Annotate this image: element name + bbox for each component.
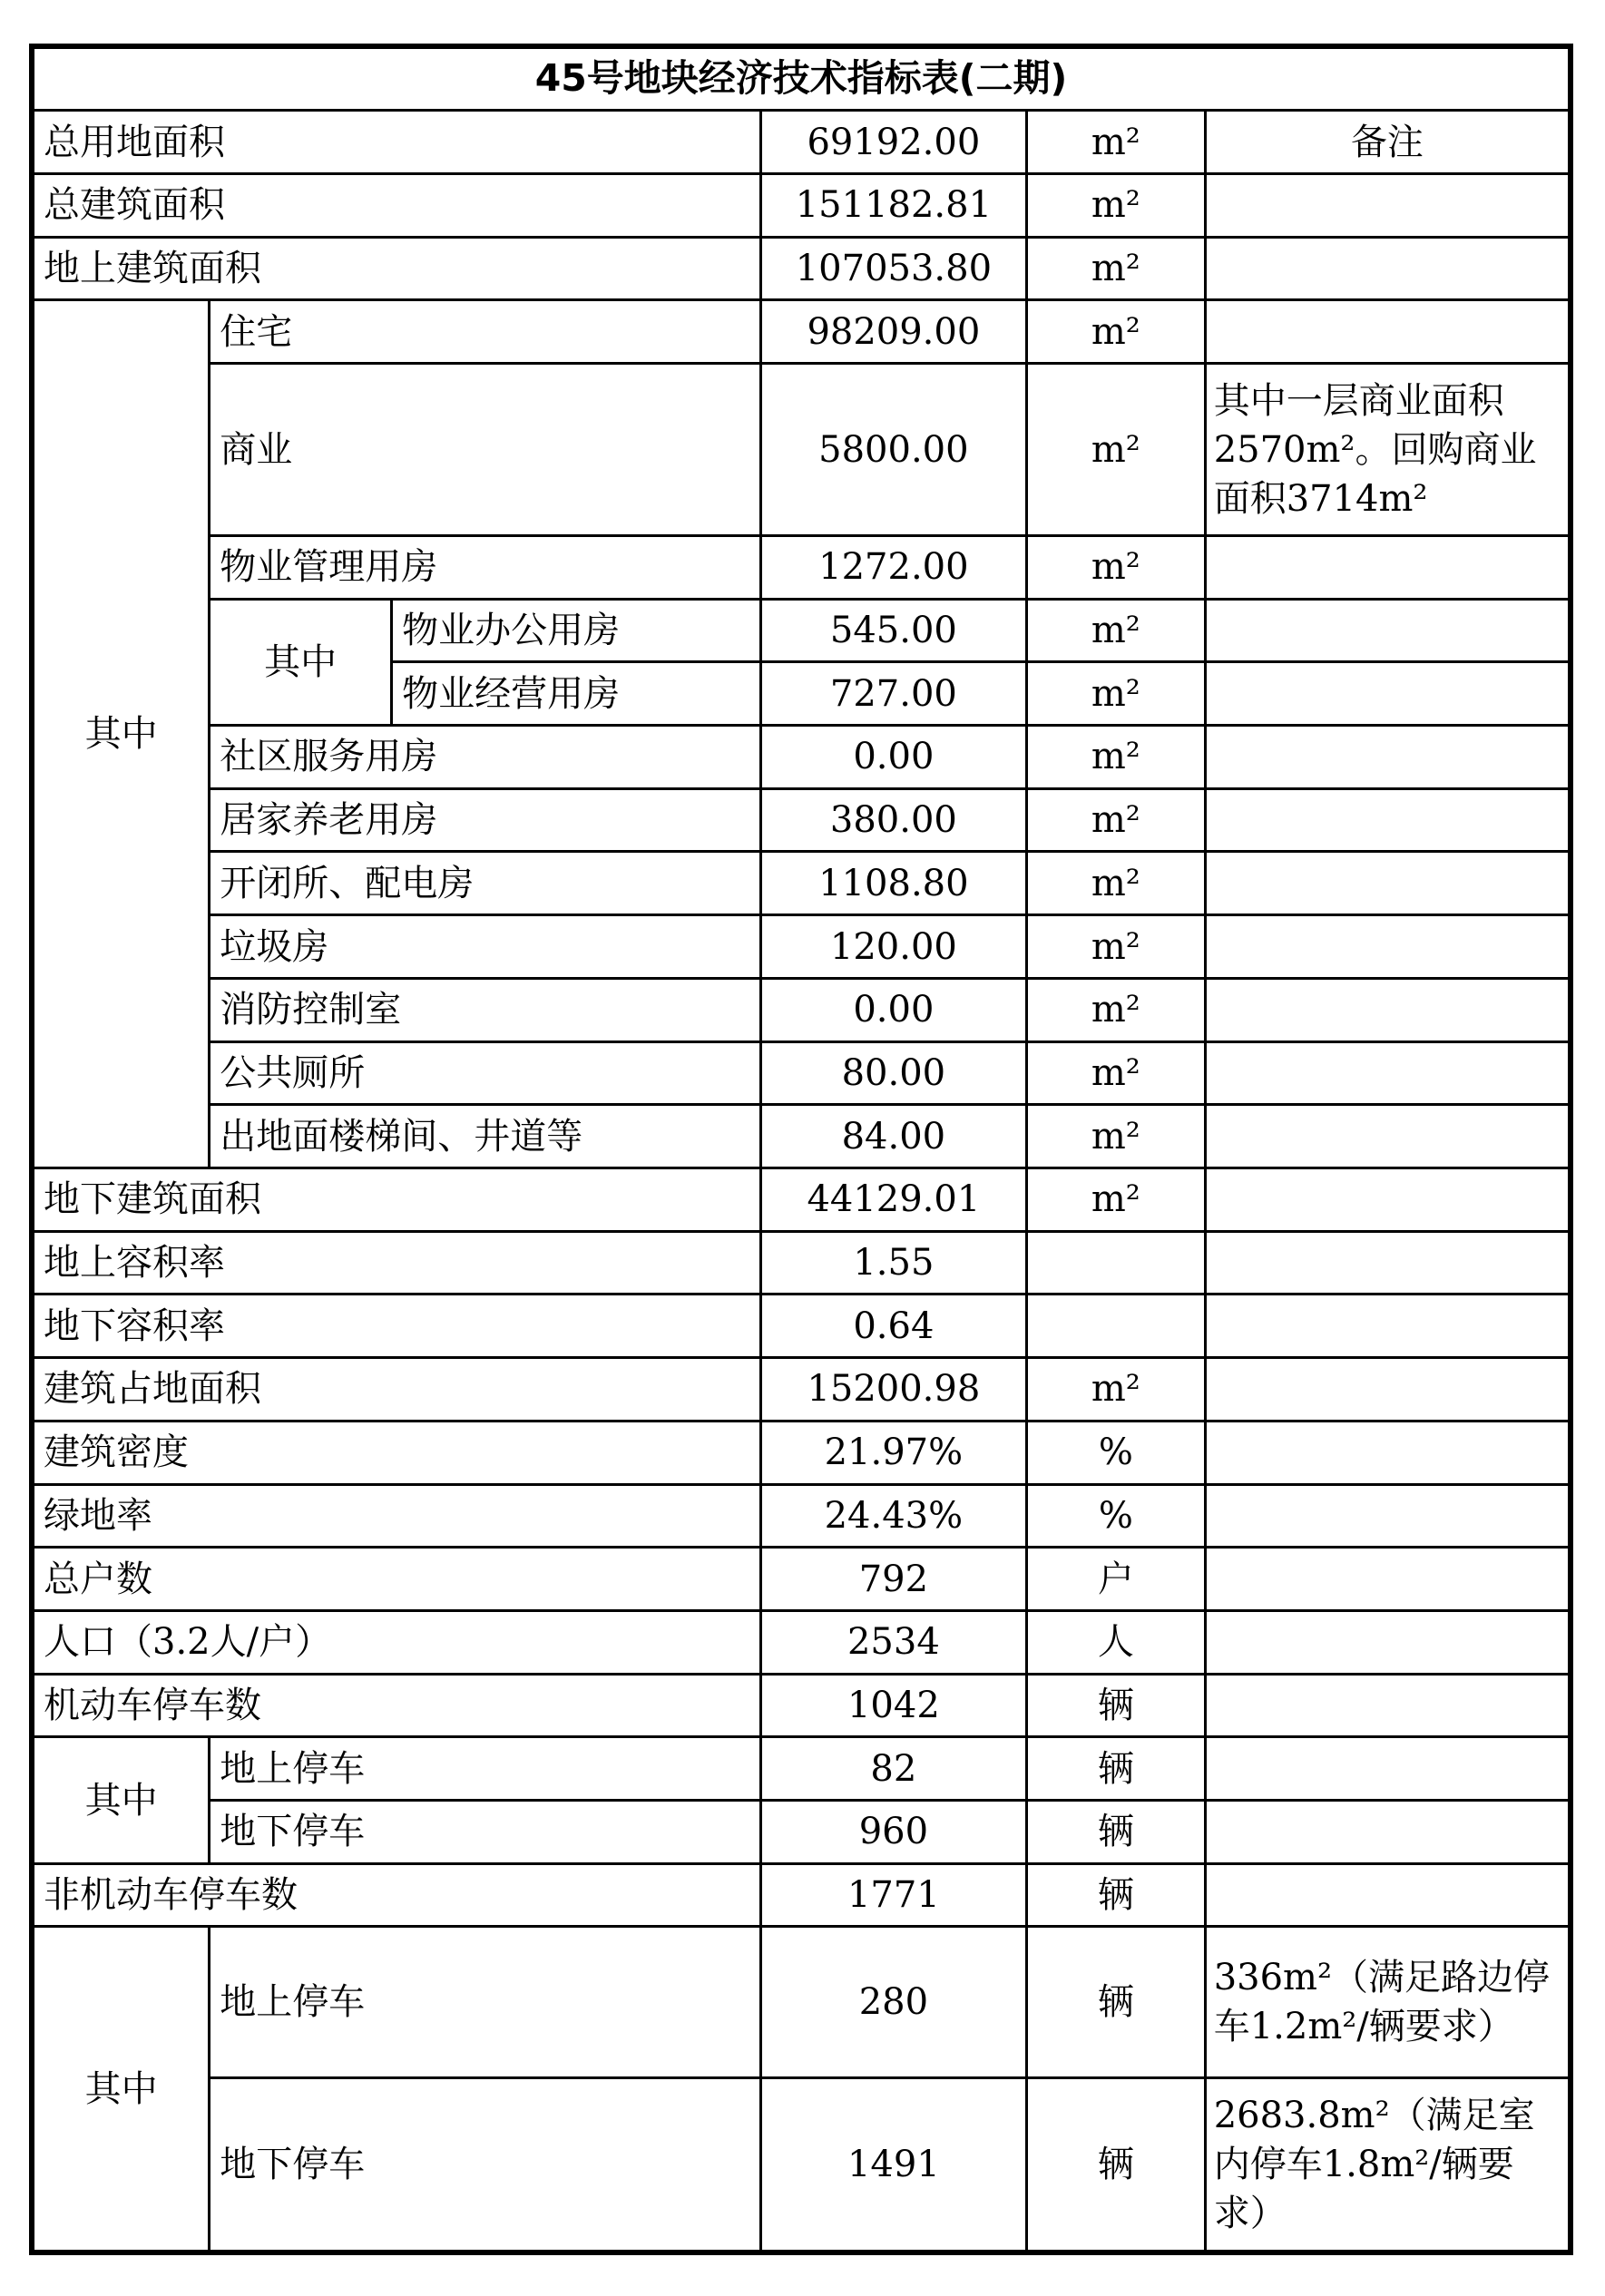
row-unit: % xyxy=(1026,1484,1205,1548)
row-unit xyxy=(1026,1295,1205,1358)
row-value: 0.00 xyxy=(760,726,1026,789)
table-row xyxy=(32,1168,1571,1232)
row-value: 1.55 xyxy=(760,1231,1026,1295)
row-label: 物业办公用房 xyxy=(392,599,761,662)
group-label: 其中 xyxy=(32,1737,210,1863)
row-unit: % xyxy=(1026,1421,1205,1484)
table-row xyxy=(32,726,1571,789)
row-value: 151182.81 xyxy=(760,173,1026,237)
row-note xyxy=(1205,978,1571,1041)
row-label: 消防控制室 xyxy=(210,978,761,1041)
row-note xyxy=(1205,1674,1571,1737)
row-unit: m² xyxy=(1026,300,1205,364)
row-note xyxy=(1205,599,1571,662)
group-label: 其中 xyxy=(32,300,210,1168)
table-title-row xyxy=(32,46,1571,111)
row-label: 物业管理用房 xyxy=(210,535,761,599)
row-unit: 辆 xyxy=(1026,2078,1205,2252)
row-note xyxy=(1205,1737,1571,1801)
row-value: 107053.80 xyxy=(760,237,1026,300)
row-label: 开闭所、配电房 xyxy=(210,852,761,915)
table-row xyxy=(32,1358,1571,1422)
row-value: 1491 xyxy=(760,2078,1026,2252)
row-unit: m² xyxy=(1026,1358,1205,1422)
row-unit: m² xyxy=(1026,111,1205,174)
row-label: 地上停车 xyxy=(210,1927,761,2078)
table-row xyxy=(32,915,1571,979)
row-unit: 户 xyxy=(1026,1548,1205,1611)
row-value: 1272.00 xyxy=(760,535,1026,599)
row-unit: m² xyxy=(1026,662,1205,726)
table-row xyxy=(32,1484,1571,1548)
row-unit: m² xyxy=(1026,978,1205,1041)
table-row xyxy=(32,1674,1571,1737)
table-row xyxy=(32,1737,1571,1801)
row-value: 1108.80 xyxy=(760,852,1026,915)
row-value: 280 xyxy=(760,1927,1026,2078)
row-note xyxy=(1205,1358,1571,1422)
row-note xyxy=(1205,1041,1571,1105)
row-label: 地上停车 xyxy=(210,1737,761,1801)
row-unit: m² xyxy=(1026,726,1205,789)
row-note xyxy=(1205,300,1571,364)
row-label: 非机动车停车数 xyxy=(32,1863,760,1927)
row-value: 545.00 xyxy=(760,599,1026,662)
table-row xyxy=(32,1548,1571,1611)
table-row xyxy=(32,1927,1571,2078)
row-label: 住宅 xyxy=(210,300,761,364)
row-note xyxy=(1205,788,1571,852)
row-note xyxy=(1205,173,1571,237)
row-note xyxy=(1205,1484,1571,1548)
row-note xyxy=(1205,1168,1571,1232)
row-value: 98209.00 xyxy=(760,300,1026,364)
note-header: 备注 xyxy=(1205,111,1571,174)
row-note xyxy=(1205,1863,1571,1927)
row-value: 82 xyxy=(760,1737,1026,1801)
row-value: 84.00 xyxy=(760,1105,1026,1168)
row-label: 总户数 xyxy=(32,1548,760,1611)
row-note xyxy=(1205,237,1571,300)
row-label: 地上容积率 xyxy=(32,1231,760,1295)
table-row xyxy=(32,237,1571,300)
row-value: 960 xyxy=(760,1801,1026,1864)
table-row xyxy=(32,1041,1571,1105)
row-label: 物业经营用房 xyxy=(392,662,761,726)
row-label: 公共厕所 xyxy=(210,1041,761,1105)
row-note xyxy=(1205,852,1571,915)
group-label: 其中 xyxy=(32,1927,210,2252)
row-value: 44129.01 xyxy=(760,1168,1026,1232)
row-value: 5800.00 xyxy=(760,364,1026,536)
row-unit: m² xyxy=(1026,852,1205,915)
table-row xyxy=(32,1105,1571,1168)
table-row xyxy=(32,1295,1571,1358)
indicator-table xyxy=(29,44,1573,2255)
row-unit: m² xyxy=(1026,915,1205,979)
row-label: 垃圾房 xyxy=(210,915,761,979)
row-unit: m² xyxy=(1026,599,1205,662)
row-value: 15200.98 xyxy=(760,1358,1026,1422)
row-unit: m² xyxy=(1026,173,1205,237)
table-row xyxy=(32,599,1571,662)
row-note xyxy=(1205,1105,1571,1168)
row-note xyxy=(1205,726,1571,789)
row-unit: m² xyxy=(1026,788,1205,852)
row-value: 120.00 xyxy=(760,915,1026,979)
table-row xyxy=(32,1231,1571,1295)
row-unit: m² xyxy=(1026,1041,1205,1105)
row-note xyxy=(1205,1801,1571,1864)
table-row xyxy=(32,2078,1571,2252)
row-value: 1042 xyxy=(760,1674,1026,1737)
row-value: 24.43% xyxy=(760,1484,1026,1548)
row-unit: m² xyxy=(1026,237,1205,300)
row-label: 地下容积率 xyxy=(32,1295,760,1358)
table-row xyxy=(32,978,1571,1041)
row-value: 0.64 xyxy=(760,1295,1026,1358)
table-row xyxy=(32,1610,1571,1674)
row-note xyxy=(1205,1548,1571,1611)
row-note xyxy=(1205,662,1571,726)
row-note xyxy=(1205,915,1571,979)
table-title: 45号地块经济技术指标表(二期) xyxy=(32,46,1571,111)
row-note xyxy=(1205,1610,1571,1674)
table-row xyxy=(32,535,1571,599)
table-row xyxy=(32,852,1571,915)
table-row xyxy=(32,1801,1571,1864)
row-label: 社区服务用房 xyxy=(210,726,761,789)
row-note xyxy=(1205,1295,1571,1358)
row-label: 商业 xyxy=(210,364,761,536)
row-value: 380.00 xyxy=(760,788,1026,852)
row-value: 792 xyxy=(760,1548,1026,1611)
row-unit: 辆 xyxy=(1026,1863,1205,1927)
row-label: 人口（3.2人/户） xyxy=(32,1610,760,1674)
row-label: 建筑密度 xyxy=(32,1421,760,1484)
row-value: 2534 xyxy=(760,1610,1026,1674)
row-label: 地下建筑面积 xyxy=(32,1168,760,1232)
row-note xyxy=(1205,535,1571,599)
table-row xyxy=(32,788,1571,852)
row-value: 69192.00 xyxy=(760,111,1026,174)
row-label: 出地面楼梯间、井道等 xyxy=(210,1105,761,1168)
row-unit: m² xyxy=(1026,364,1205,536)
row-label: 地上建筑面积 xyxy=(32,237,760,300)
row-value: 727.00 xyxy=(760,662,1026,726)
row-note: 其中一层商业面积2570m²。回购商业面积3714m² xyxy=(1205,364,1571,536)
row-note xyxy=(1205,1231,1571,1295)
row-unit: m² xyxy=(1026,535,1205,599)
row-label: 总用地面积 xyxy=(32,111,760,174)
row-label: 建筑占地面积 xyxy=(32,1358,760,1422)
row-unit: 辆 xyxy=(1026,1927,1205,2078)
row-note xyxy=(1205,1421,1571,1484)
table-row xyxy=(32,173,1571,237)
row-note: 336m²（满足路边停车1.2m²/辆要求） xyxy=(1205,1927,1571,2078)
table-row xyxy=(32,1863,1571,1927)
row-value: 1771 xyxy=(760,1863,1026,1927)
row-label: 绿地率 xyxy=(32,1484,760,1548)
row-label: 地下停车 xyxy=(210,2078,761,2252)
row-unit: m² xyxy=(1026,1168,1205,1232)
table-row xyxy=(32,1421,1571,1484)
row-label: 总建筑面积 xyxy=(32,173,760,237)
row-label: 居家养老用房 xyxy=(210,788,761,852)
table-row xyxy=(32,300,1571,364)
row-unit xyxy=(1026,1231,1205,1295)
table-row xyxy=(32,364,1571,536)
subgroup-label: 其中 xyxy=(210,599,392,725)
row-unit: 人 xyxy=(1026,1610,1205,1674)
row-note: 2683.8m²（满足室内停车1.8m²/辆要求） xyxy=(1205,2078,1571,2252)
row-label: 机动车停车数 xyxy=(32,1674,760,1737)
row-unit: m² xyxy=(1026,1105,1205,1168)
row-value: 0.00 xyxy=(760,978,1026,1041)
row-unit: 辆 xyxy=(1026,1674,1205,1737)
row-unit: 辆 xyxy=(1026,1737,1205,1801)
row-unit: 辆 xyxy=(1026,1801,1205,1864)
row-label: 地下停车 xyxy=(210,1801,761,1864)
row-value: 21.97% xyxy=(760,1421,1026,1484)
table-row xyxy=(32,111,1571,174)
row-value: 80.00 xyxy=(760,1041,1026,1105)
